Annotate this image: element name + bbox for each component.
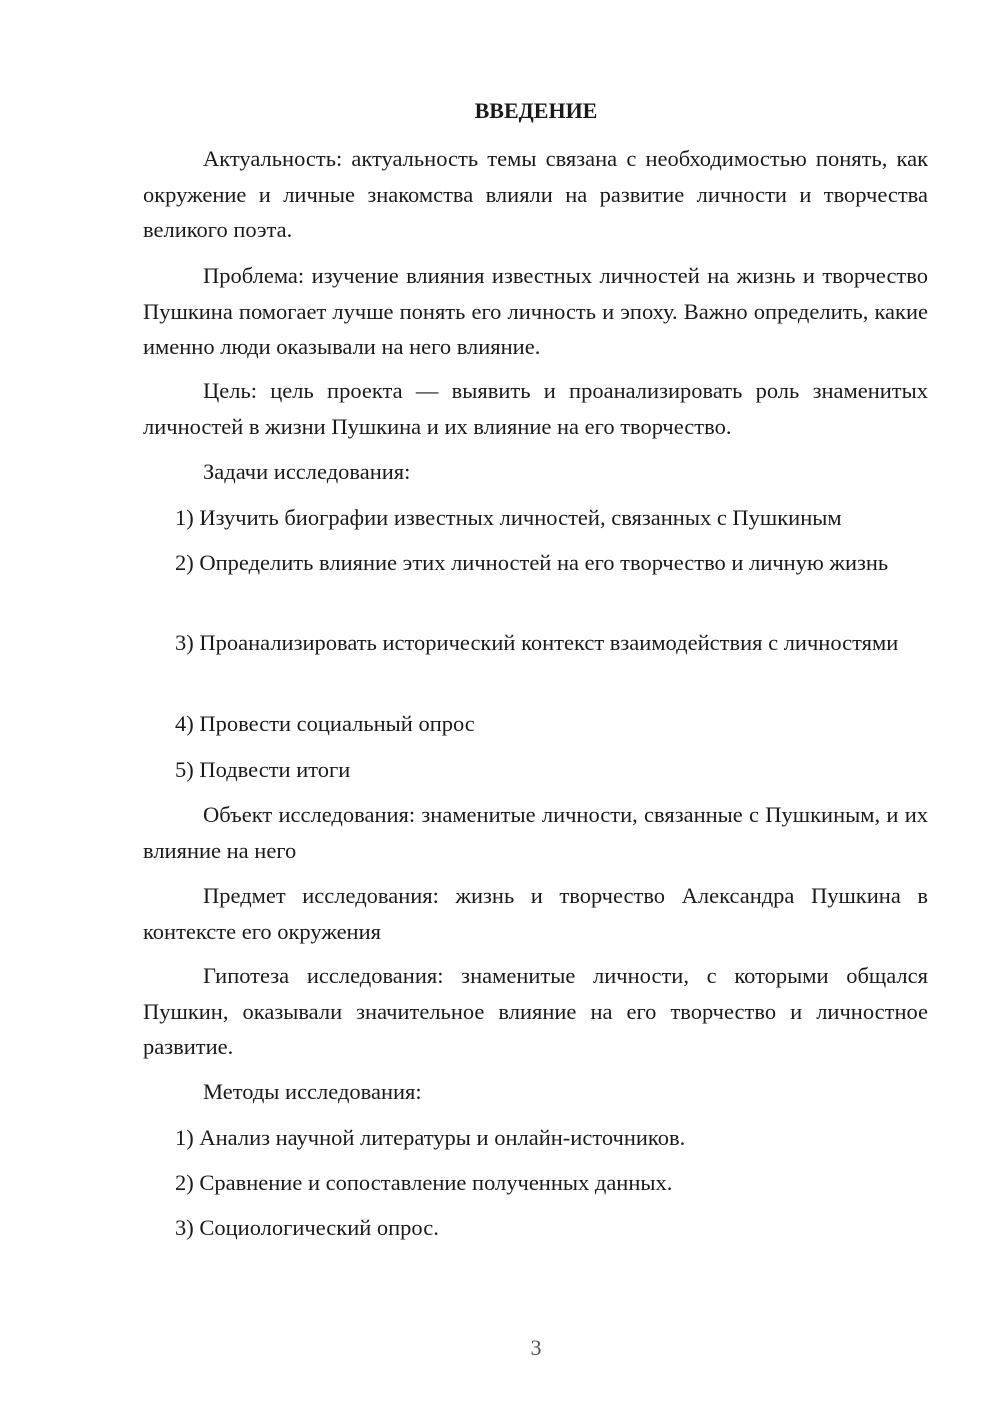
hypothesis-paragraph: Гипотеза исследования: знаменитые личности, с которыми общался Пушкин, оказывали значительное влияние на его творчество и личностное развитие. [143,963,928,1059]
task-item-1: 1) Изучить биографии известных личностей, связанных с Пушкиным [175,505,842,530]
method-item-1: 1) Анализ научной литературы и онлайн-источников. [175,1125,686,1150]
task-item-3: 3) Проанализировать исторический контекст взаимодействия с личностями [175,630,899,655]
methods-title: Методы исследования: [203,1079,422,1104]
problem-paragraph: Проблема: изучение влияния известных личностей на жизнь и творчество Пушкина помогает лучше понять его личность и эпоху. Важно определить, какие именно люди оказывали на него влияние. [143,263,928,359]
method-item-3: 3) Социологический опрос. [175,1215,439,1240]
subject-paragraph: Предмет исследования: жизнь и творчество Александра Пушкина в контексте его окружения [143,883,928,944]
task-item-4: 4) Провести социальный опрос [175,711,475,736]
task-item-5: 5) Подвести итоги [175,757,351,782]
relevance-paragraph: Актуальность: актуальность темы связана с необходимостью понять, как окружение и личные знакомства влияли на развитие личности и творчества великого поэта. [143,146,928,242]
section-heading: ВВЕДЕНИЕ [474,98,598,123]
tasks-title: Задачи исследования: [203,459,411,484]
page-number: 3 [530,1335,542,1360]
object-paragraph: Объект исследования: знаменитые личности, связанные с Пушкиным, и их влияние на него [143,802,928,863]
method-item-2: 2) Сравнение и сопоставление полученных данных. [175,1170,673,1195]
task-item-2: 2) Определить влияние этих личностей на его творчество и личную жизнь [175,550,889,575]
goal-paragraph: Цель: цель проекта — выявить и проанализировать роль знаменитых личностей в жизни Пушкина и их влияние на его творчество. [143,378,928,439]
